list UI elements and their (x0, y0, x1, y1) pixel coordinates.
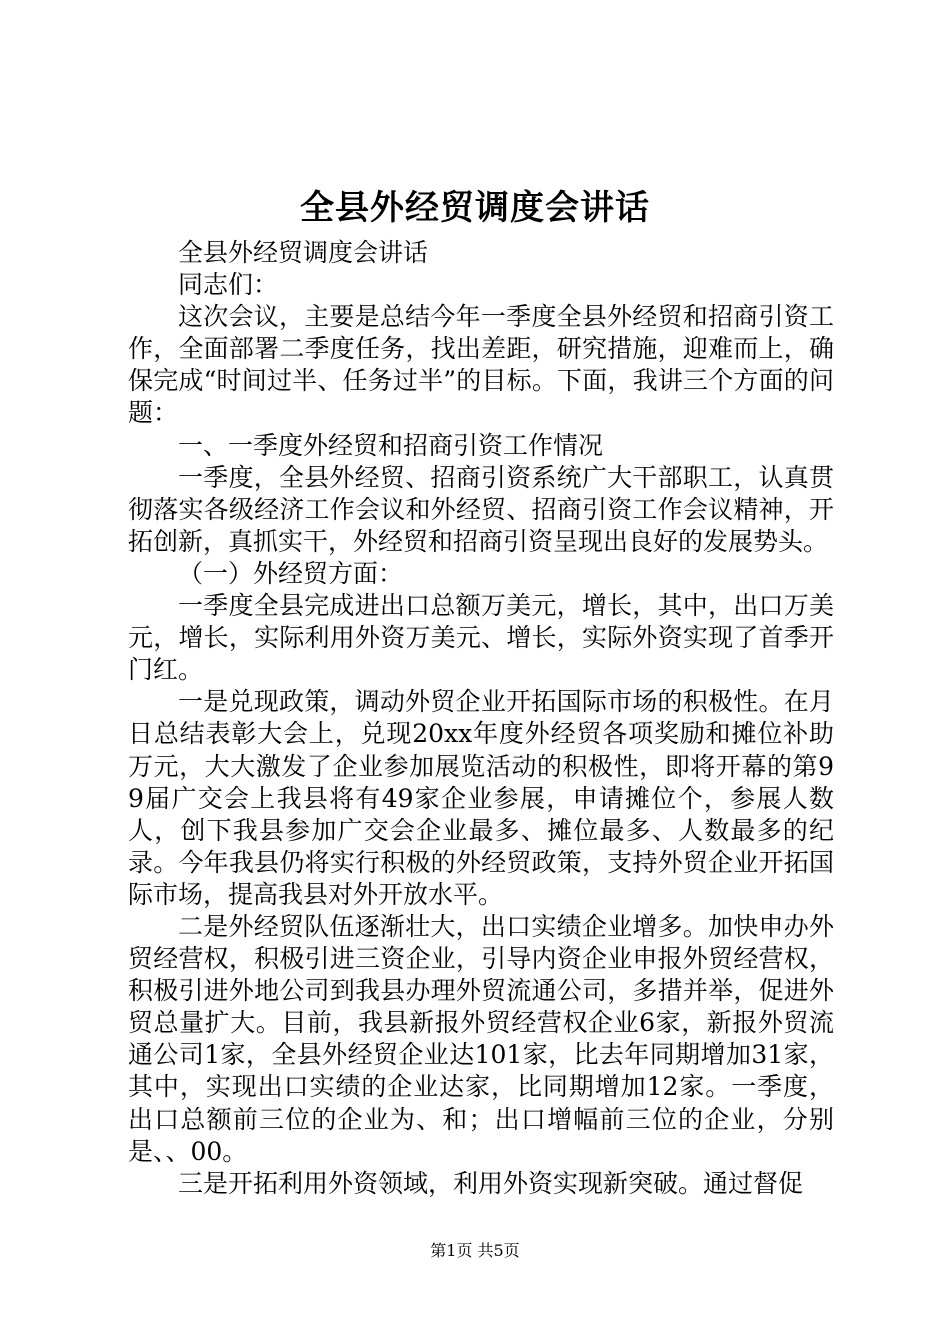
subsection-heading-1: （一）外经贸方面： (178, 558, 404, 588)
paragraph-salutation: 同志们： (178, 270, 279, 300)
paragraph-subtitle: 全县外经贸调度会讲话 (178, 238, 429, 267)
paragraph-point-one: 一是兑现政策，调动外贸企业开拓国际市场的积极性。在月日总结表彰大会上，兑现20xx年度外经贸各项奖励和摊位补助万元，大大激发了企业参加展览活动的积极性，即将开幕的第99届广交会上我县将有49家企业参展，申请摊位个，参展人数人，创下我县参加广交会企业最多、摊位最多、人数最多的纪录。今年我县仍将实行积极的外经贸政策，支持外贸企业开拓国际市场，提高我县对外开放水平。 (128, 687, 834, 909)
section-heading-1: 一、一季度外经贸和招商引资工作情况 (178, 430, 604, 460)
document-title: 全县外经贸调度会讲话 (300, 188, 650, 228)
document-body (128, 237, 834, 1200)
page-number: 第1页 共5页 (430, 1241, 520, 1260)
paragraph-point-two: 二是外经贸队伍逐渐壮大，出口实绩企业增多。加快申办外贸经营权，积极引进三资企业，引导内资企业申报外贸经营权，积极引进外地公司到我县办理外贸流通公司，多措并举，促进外贸总量扩大。目前，我县新报外贸经营权企业6家，新报外贸流通公司1家，全县外经贸企业达101家，比去年同期增加31家，其中，实现出口实绩的企业达家，比同期增加12家。一季度，出口总额前三位的企业为、和；出口增幅前三位的企业，分别是、、00。 (128, 911, 834, 1166)
paragraph-intro: 这次会议，主要是总结今年一季度全县外经贸和招商引资工作，全面部署二季度任务，找出差距，研究措施，迎难而上，确保完成“时间过半、任务过半”的目标。下面，我讲三个方面的问题： (128, 302, 834, 428)
paragraph-point-three: 三是开拓利用外资领域，利用外资实现新突破。通过督促 (178, 1168, 804, 1198)
paragraph-overview: 一季度，全县外经贸、招商引资系统广大干部职工，认真贯彻落实各级经济工作会议和外经贸、招商引资工作会议精神，开拓创新，真抓实干，外经贸和招商引资呈现出良好的发展势头。 (128, 462, 834, 556)
paragraph-trade-summary: 一季度全县完成进出口总额万美元，增长，其中，出口万美元，增长，实际利用外资万美元、增长，实际外资实现了首季开门红。 (128, 591, 834, 685)
